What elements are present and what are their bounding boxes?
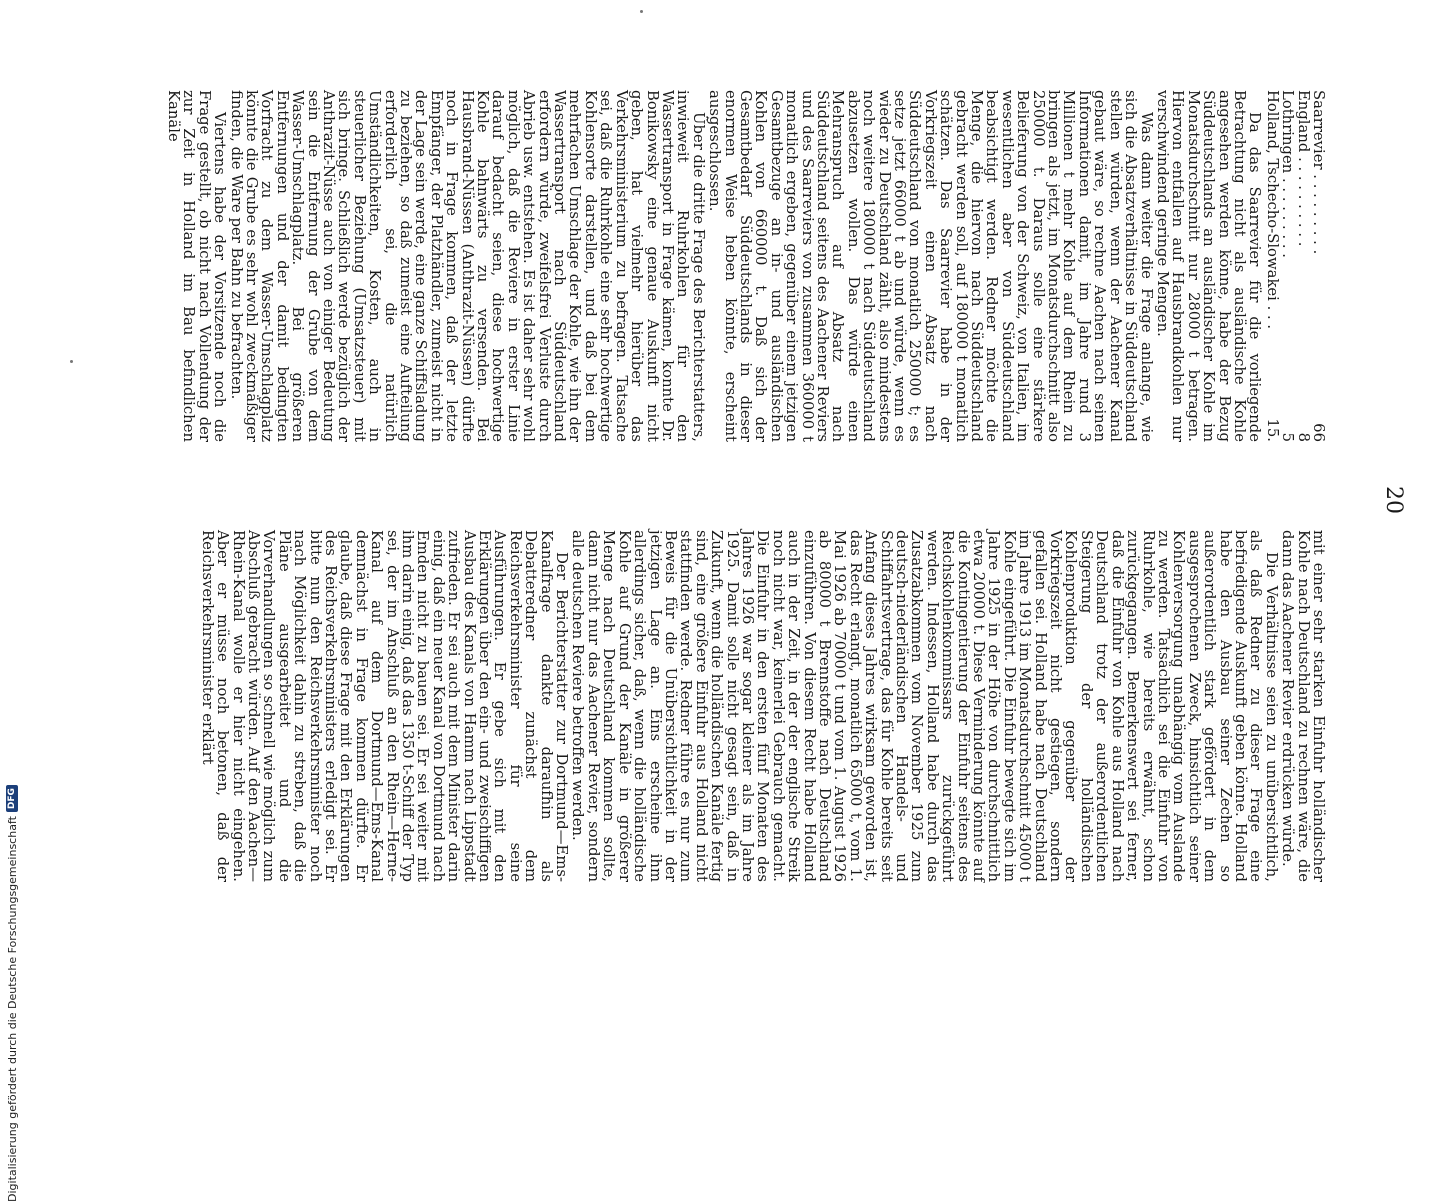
table-row [1295, 90, 1310, 442]
table-row [1280, 90, 1295, 442]
left-column [166, 90, 1326, 442]
table-row [1264, 90, 1279, 442]
digitization-credit [0, 222, 24, 1202]
credit-text: Digitalisierung gefördert durch die Deutsche Forschungsgemeinschaft [5, 816, 19, 1202]
paragraph: Da das Saarrevier für die vorliegende Betrachtung nicht als ausländische Kohle angesehen werden könne, habe der Bezug Süddeutschlands an ausländischer Kohle im Monatsdurchschnitt nur 28000 t betragen. Hiervon entfallen auf Hausbrandkohlen nur verschwindend geringe Mengen. [1153, 90, 1264, 442]
paragraph: mit einer sehr starken Einfuhr holländischer Kohle nach Deutschland zu rechnen wäre, die dann das Aachener Revier erdrücken würde. [1279, 530, 1327, 882]
table-row-value: 15. [1263, 418, 1281, 442]
table-row [1311, 90, 1326, 442]
paragraph: Die Verhältnisse seien zu unübersichtlich, als daß Redner zu dieser Frage eine befriedigende Auskunft geben könne. Holland habe den Ausbau seiner Zechen so außerordentlich stark gefördert in dem ausgesprochenen Zweck, hinsichtlich seiner Kohlenversorgung unabhängig vom Auslande zu werden. Tatsächlich sei die Einfuhr von Ruhrkohle, wie bereits erwähnt, schon zurückgegangen. Bemerkenswert sei ferner, daß die Einfuhr von Kohle aus Holland nach Deutschland trotz der außerordentlichen Steigerung der holländischen Kohlenproduktion gegenüber der Vorkriegszeit nicht gestiegen, sondern gefallen sei. Holland habe nach Deutschland im Jahre 1913 im Monatsdurchschnitt 45000 t Kohle eingeführt. Die Einfuhr bewegte sich im Jahre 1925 in der Höhe von durchschnittlich etwa 20000 t. Diese Verminderung könnte auf die Kontingentierung der Einfuhr seitens des Reichskohlenkommissars zurückgeführt werden. Indessen, Holland habe durch das Zusatzabkommen vom November 1925 zum deutsch-niederländischen Handels- und Schiffahrtsvertrage, das für Kohle bereits seit Anfang dieses Jahres wirksam geworden ist, das Recht erlangt, monatlich 65000 t, vom 1. Mai 1926 ab 70000 t und vom 1. August 1926 ab 80000 t Brennstoffe nach Deutschland einzuführen. Von diesem Recht habe Holland auch in der Zeit, in der der englische Streik noch nicht war, keinerlei Gebrauch gemacht. Die Einfuhr in den ersten fünf Monaten des Jahres 1926 war sogar kleiner als im Jahre 1925. Damit solle nicht gesagt sein, daß in Zukunft, wenn die holländischen Kanäle fertig sind, eine größere Einfuhr aus Holland nicht stattfinden werde. Redner führe es nur zum Beweis für die Unübersichtlichkeit in der jetzigen Lage an. Eins erscheine ihm allerdings sicher, daß, wenn die holländische Kohle auf Grund der Kanäle in größerer Menge nach Deutschland kommen sollte, dann nicht nur das Aachener Revier, sondern alle deutschen Reviere betroffen werden. [569, 530, 1280, 882]
coal-origin-table [1264, 90, 1326, 442]
table-row-name: England . . . . . . . . . . [1294, 90, 1312, 247]
table-row-name: Holland, Tschecho-Slowakei . . . [1263, 90, 1281, 330]
paragraph: Was dann weiter die Frage anlange, wie sich die Absatzverhältnisse in Süddeutschland stellen würden, wenn der Aachener Kanal gebaut wäre, so rechne Aachen nach seinen Informationen damit, im Jahre rund 3 Millionen t mehr Kohle auf dem Rhein zu bringen als jetzt, im Monatsdurchschnitt also 250000 t. Daraus solle eine stärkere Belieferung von der Schweiz, von Italien, im wesentlichen aber von Süddeutschland beabsichtigt werden. Redner möchte die Menge, die hiervon nach Süddeutschland gebracht werden soll, auf 180000 t monatlich schätzen. Das Saarrevier habe in der Vorkriegszeit einen Absatz nach Süddeutschland von monatlich 250000 t; es setze jetzt 66000 t ab und würde, wenn es wieder zu Deutschland zählt, also mindestens noch weitere 180000 t nach Süddeutschland abzusetzen wollen. Das würde einen Mehranspruch auf Absatz nach Süddeutschland seitens des Aachener Reviers und des Saarreviers von zusammen 360000 t monatlich ergeben, gegenüber einem jetzigen Gesamtbezuge an in- und ausländischen Kohlen von 660000 t. Daß sich der Gesamtbedarf Süddeutschlands in dieser enormen Weise heben könnte, erscheint ausgeschlossen. [706, 90, 1155, 442]
page-number: 20 [1381, 486, 1406, 514]
table-row-name: Lothringen . . . . . . . . . [1279, 90, 1297, 258]
dfg-logo: DFG [6, 785, 18, 812]
table-row-value: 5 [1279, 432, 1297, 442]
table-row-name: Saarrevier . . . . . . . . . [1310, 90, 1327, 255]
table-row-value: 66 [1310, 423, 1327, 442]
table-row-value: 8 [1294, 432, 1312, 442]
scan-speck [640, 10, 643, 13]
right-column [199, 530, 1326, 882]
paragraph: Über die dritte Frage des Berichterstatters, inwieweit Ruhrkohlen für den Wassertransport in Frage kämen, konnte Dr. Bonikowsky eine genaue Auskunft nicht geben, hat vielmehr hierüber das Verkehrsministerium zu befragen. Tatsache sei, daß die Ruhrkohle eine sehr hochwertige Kohlensorte darstellen, und daß bei dem mehrfachen Umschlage der Kohle, wie ihn der Wassertransport nach Süddeutschland erfordern würde, zweifelsfrei Verluste durch Abrieb usw. entstehen. Es ist daher sehr wohl möglich, daß die Reviere in erster Linie darauf bedacht seien, diese hochwertige Kohle bahnwärts zu versenden. Bei Hausbrand-Nüssen (Anthrazit-Nüssen) dürfte noch in Frage kommen, daß der letzte Empfänger, der Platzhändler, zumeist nicht in der Lage sein werde, eine ganze Schiffsladung zu beziehen, so daß zumeist eine Aufteilung erforderlich sei, die natürlich Umständlichkeiten, Kosten, auch in steuerlicher Beziehung (Umsatzsteuer) mit sich bringe. Schließlich werde bezüglich der Anthrazit-Nüsse auch von einiger Bedeutung sein die Entfernung der Grube von dem Wasser-Umschlagplatz. Bei größeren Entfernungen und der damit bedingten Vorfracht zu dem Wasser-Umschlagplatz könnte die Grube es sehr wohl zweckmäßiger finden, die Ware per Bahn zu befrachten. [227, 90, 707, 442]
paragraph: Viertens habe der Vorsitzende noch die Frage gestellt, ob nicht nach Vollendung der zur Zeit in Holland im Bau befindlichen Kanäle [164, 90, 229, 442]
paragraph: Der Berichterstatter zur Dortmund—Ems-Kanalfrage dankte daraufhin als Debatteredner zunächst dem Reichsverkehrsminister für seine Ausführungen. Er gebe sich mit den Erklärungen über den ein- und zweischiffigen Ausbau des Kanals von Hamm nach Lippstadt zufrieden. Er sei auch mit dem Minister darin einig, daß ein neuer Kanal von Dortmund nach Emden nicht zu bauen sei. Er sei weiter mit ihm darin einig, daß das 1350 t-Schiff der Typ sei, der im Anschluß an den Rhein—Herne-Kanal auf dem Dortmund—Ems-Kanal demnächst in Frage kommen dürfte. Er glaube, daß diese Frage mit den Erklärungen des Reichsverkehrsministers erledigt sei. Er bitte nun den Reichsverkehrsminister noch nach Möglichkeit dahin zu streben, daß die Pläne ausgearbeitet und die Vorverhandlungen so schnell wie möglich zum Abschluß gebracht würden. Auf den Aachen—Rhein-Kanal wolle er hier nicht eingehen. Aber er müsse noch betonen, daß der Reichsverkehrsminister erklärt [198, 530, 571, 882]
scan-speck [70, 360, 73, 363]
